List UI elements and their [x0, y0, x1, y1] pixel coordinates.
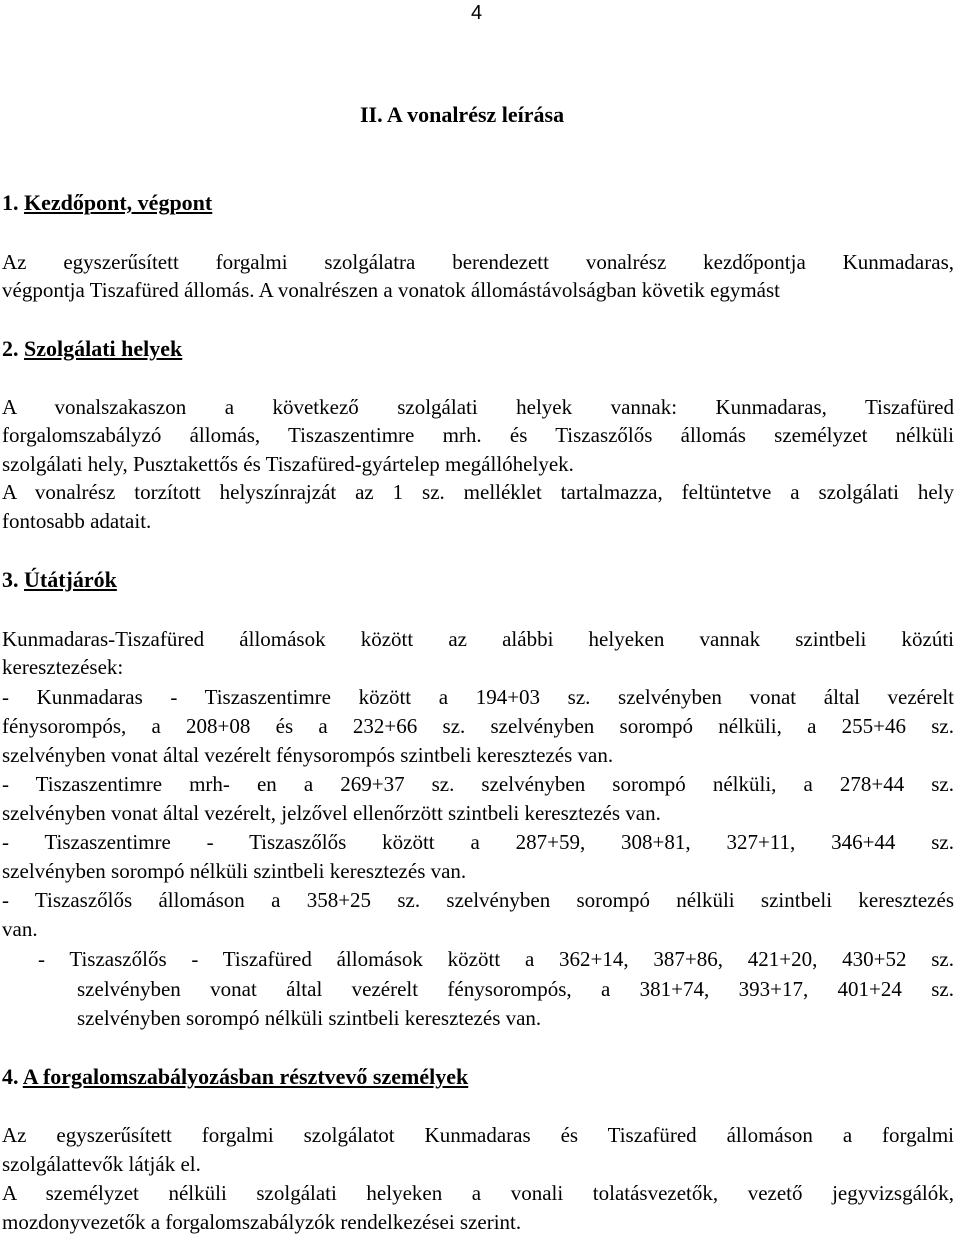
section-4-number: 4. — [2, 1064, 19, 1089]
section-3-line-10: - Tiszaszőlős állomáson a 358+25 sz. szelvényben sorompó nélküli szintbeli keresztezés — [2, 888, 954, 912]
section-3-line-2: keresztezések: — [2, 655, 124, 679]
section-2-line-3: szolgálati hely, Pusztakettős és Tiszafüred-gyártelep megállóhelyek. — [2, 452, 574, 476]
section-3-line-14: szelvényben sorompó nélküli szintbeli keresztezés van. — [77, 1006, 542, 1030]
section-3-title: Útátjárók — [24, 567, 117, 592]
section-3-line-7: szelvényben vonat által vezérelt, jelzővel ellenőrzött szintbeli keresztezés van. — [2, 801, 661, 825]
section-4-line-1: Az egyszerűsített forgalmi szolgálatot Kunmadaras és Tiszafüred állomáson a forgalmi — [2, 1123, 954, 1147]
section-3-line-13: szelvényben vonat által vezérelt fénysorompós, a 381+74, 393+17, 401+24 sz. — [77, 977, 954, 1001]
section-1-heading — [2, 190, 212, 216]
section-4-title: A forgalomszabályozásban résztvevő személyek — [22, 1064, 469, 1089]
section-2-line-4: A vonalrész torzított helyszínrajzát az 1 sz. melléklet tartalmazza, feltüntetve a szolgálati hely — [2, 480, 954, 504]
section-1-line-2: végpontja Tiszafüred állomás. A vonalrészen a vonatok állomástávolságban követik egymást — [2, 278, 780, 302]
section-1-title: Kezdőpont, végpont — [24, 190, 213, 215]
section-3-line-3: - Kunmadaras - Tiszaszentimre között a 194+03 sz. szelvényben vonat által vezérelt — [2, 685, 954, 709]
section-1-number: 1. — [2, 190, 19, 215]
page-number: 4 — [471, 2, 483, 24]
section-3-line-1: Kunmadaras-Tiszafüred állomások között az alábbi helyeken vannak szintbeli közúti — [2, 627, 954, 651]
section-3-line-4: fénysorompós, a 208+08 és a 232+66 sz. szelvényben sorompó nélküli, a 255+46 sz. — [2, 714, 954, 738]
section-3-line-5: szelvényben vonat által vezérelt fénysorompós szintbeli keresztezés van. — [2, 743, 614, 767]
section-2-title: Szolgálati helyek — [24, 336, 183, 361]
section-4-heading — [2, 1064, 468, 1090]
section-3-line-11: van. — [2, 917, 38, 941]
section-2-heading — [2, 336, 182, 362]
section-3-line-6: - Tiszaszentimre mrh- en a 269+37 sz. szelvényben sorompó nélküli, a 278+44 sz. — [2, 772, 954, 796]
section-3-number: 3. — [2, 567, 19, 592]
section-4-line-3: A személyzet nélküli szolgálati helyeken a vonali tolatásvezetők, vezető jegyvizsgálók, — [2, 1181, 954, 1205]
section-3-line-9: szelvényben sorompó nélküli szintbeli keresztezés van. — [2, 859, 467, 883]
section-4-line-4: mozdonyvezetők a forgalomszabályzók rendelkezései szerint. — [2, 1210, 522, 1234]
section-2-number: 2. — [2, 336, 19, 361]
section-3-line-8: - Tiszaszentimre - Tiszaszőlős között a 287+59, 308+81, 327+11, 346+44 sz. — [2, 830, 954, 854]
chapter-title: II. A vonalrész leírása — [360, 102, 565, 127]
section-4-line-2: szolgálattevők látják el. — [2, 1152, 201, 1176]
section-2-line-5: fontosabb adatait. — [2, 509, 152, 533]
section-3-line-12: - Tiszaszőlős - Tiszafüred állomások között a 362+14, 387+86, 421+20, 430+52 sz. — [38, 947, 954, 971]
section-2-line-1: A vonalszakaszon a következő szolgálati helyek vannak: Kunmadaras, Tiszafüred — [2, 395, 954, 419]
section-1-line-1: Az egyszerűsített forgalmi szolgálatra berendezett vonalrész kezdőpontja Kunmadaras, — [2, 250, 954, 274]
section-3-heading — [2, 567, 117, 593]
section-2-line-2: forgalomszabályzó állomás, Tiszaszentimre mrh. és Tiszaszőlős állomás személyzet nélküli — [2, 423, 954, 447]
